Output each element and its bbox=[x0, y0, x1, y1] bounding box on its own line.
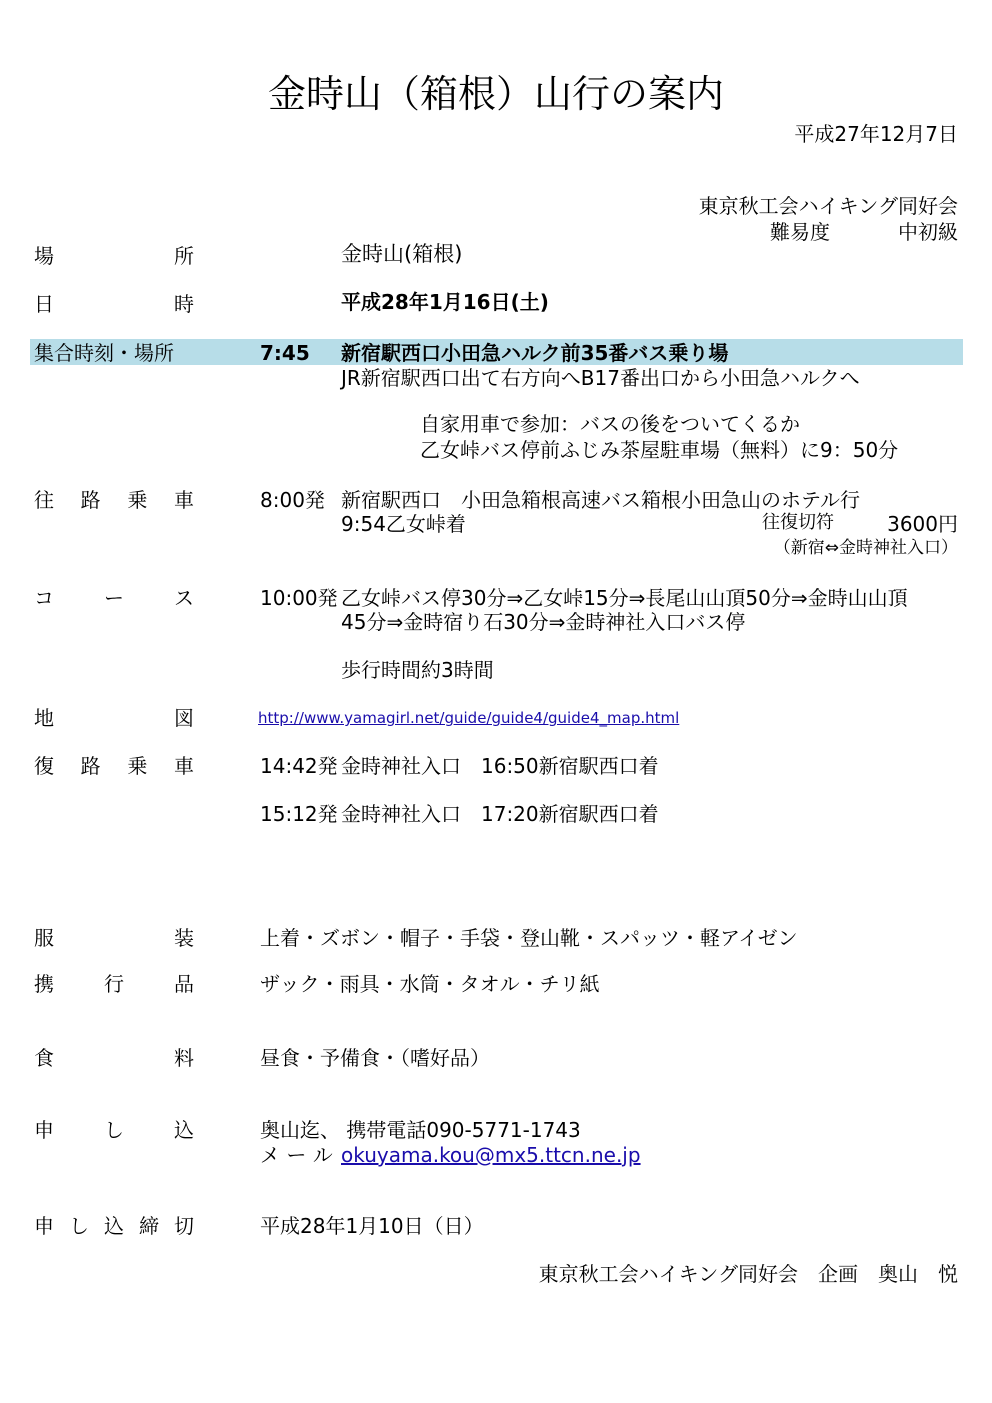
outbound-label: 往 路 乗 車 bbox=[34, 488, 194, 512]
apply-phone: 奥山迄、 携帯電話090-5771-1743 bbox=[260, 1118, 581, 1142]
meeting-time: 7:45 bbox=[260, 341, 310, 365]
map-link[interactable]: http://www.yamagirl.net/guide/guide4/guide4_map.html bbox=[258, 709, 680, 727]
items-value: ザック・雨具・水筒・タオル・チリ紙 bbox=[260, 972, 600, 996]
return-row2-time: 15:12発 bbox=[260, 802, 338, 826]
difficulty-label: 難易度 bbox=[770, 220, 830, 244]
course-label: コ ー ス bbox=[34, 586, 194, 610]
return-row2-text: 金時神社入口 17:20新宿駅西口着 bbox=[341, 802, 659, 826]
deadline-value: 平成28年1月10日（日） bbox=[260, 1214, 484, 1238]
page-title: 金時山（箱根）山行の案内 bbox=[267, 72, 724, 116]
ticket-price: 3600円 bbox=[887, 512, 958, 536]
datetime-value: 平成28年1月16日(土) bbox=[341, 290, 549, 314]
issue-date: 平成27年12月7日 bbox=[794, 122, 958, 146]
footer-signature: 東京秋工会ハイキング同好会 企画 奥山 悦 bbox=[538, 1262, 958, 1286]
return-label: 復 路 乗 車 bbox=[34, 754, 194, 778]
food-label: 食 料 bbox=[34, 1046, 194, 1070]
datetime-label: 日 時 bbox=[34, 292, 194, 316]
items-label: 携 行 品 bbox=[34, 972, 194, 996]
clothing-value: 上着・ズボン・帽子・手袋・登山靴・スパッツ・軽アイゼン bbox=[260, 926, 798, 950]
course-line1: 乙女峠バス停30分⇒乙女峠15分⇒長尾山山頂50分⇒金時山山頂 bbox=[341, 586, 908, 610]
outbound-line2: 9:54乙女峠着 bbox=[341, 512, 466, 536]
walk-time: 歩行時間約3時間 bbox=[341, 658, 494, 682]
ticket-note: （新宿⇔金時神社入口） bbox=[773, 538, 958, 558]
meeting-note: JR新宿駅西口出て右方向へB17番出口から小田急ハルクへ bbox=[341, 366, 860, 390]
course-time: 10:00発 bbox=[260, 586, 338, 610]
food-value: 昼食・予備食・（嗜好品） bbox=[260, 1046, 490, 1070]
outbound-time: 8:00発 bbox=[260, 488, 325, 512]
car-note-1: 自家用車で参加：バスの後をついてくるか bbox=[420, 412, 800, 436]
place-value: 金時山(箱根) bbox=[341, 242, 463, 266]
organizer: 東京秋工会ハイキング同好会 bbox=[698, 194, 958, 218]
apply-label: 申 し 込 bbox=[34, 1118, 194, 1142]
course-line2: 45分⇒金時宿り石30分⇒金時神社入口バス停 bbox=[341, 610, 746, 634]
map-label: 地 図 bbox=[34, 706, 194, 730]
car-note-2: 乙女峠バス停前ふじみ茶屋駐車場（無料）に9：50分 bbox=[420, 438, 899, 462]
deadline-label: 申 し 込 締 切 bbox=[34, 1214, 194, 1238]
clothing-label: 服 装 bbox=[34, 926, 194, 950]
meeting-label: 集合時刻・場所 bbox=[34, 341, 174, 365]
ticket-label: 往復切符 bbox=[762, 512, 834, 533]
mail-label: メ ー ル bbox=[260, 1143, 333, 1167]
outbound-line1: 新宿駅西口 小田急箱根高速バス箱根小田急山のホテル行 bbox=[341, 488, 860, 512]
difficulty-value: 中初級 bbox=[898, 220, 958, 244]
return-row1-text: 金時神社入口 16:50新宿駅西口着 bbox=[341, 754, 659, 778]
place-label: 場 所 bbox=[34, 244, 194, 268]
meeting-place: 新宿駅西口小田急ハルク前35番バス乗り場 bbox=[341, 341, 729, 365]
return-row1-time: 14:42発 bbox=[260, 754, 338, 778]
email-link[interactable]: okuyama.kou@mx5.ttcn.ne.jp bbox=[341, 1143, 641, 1167]
